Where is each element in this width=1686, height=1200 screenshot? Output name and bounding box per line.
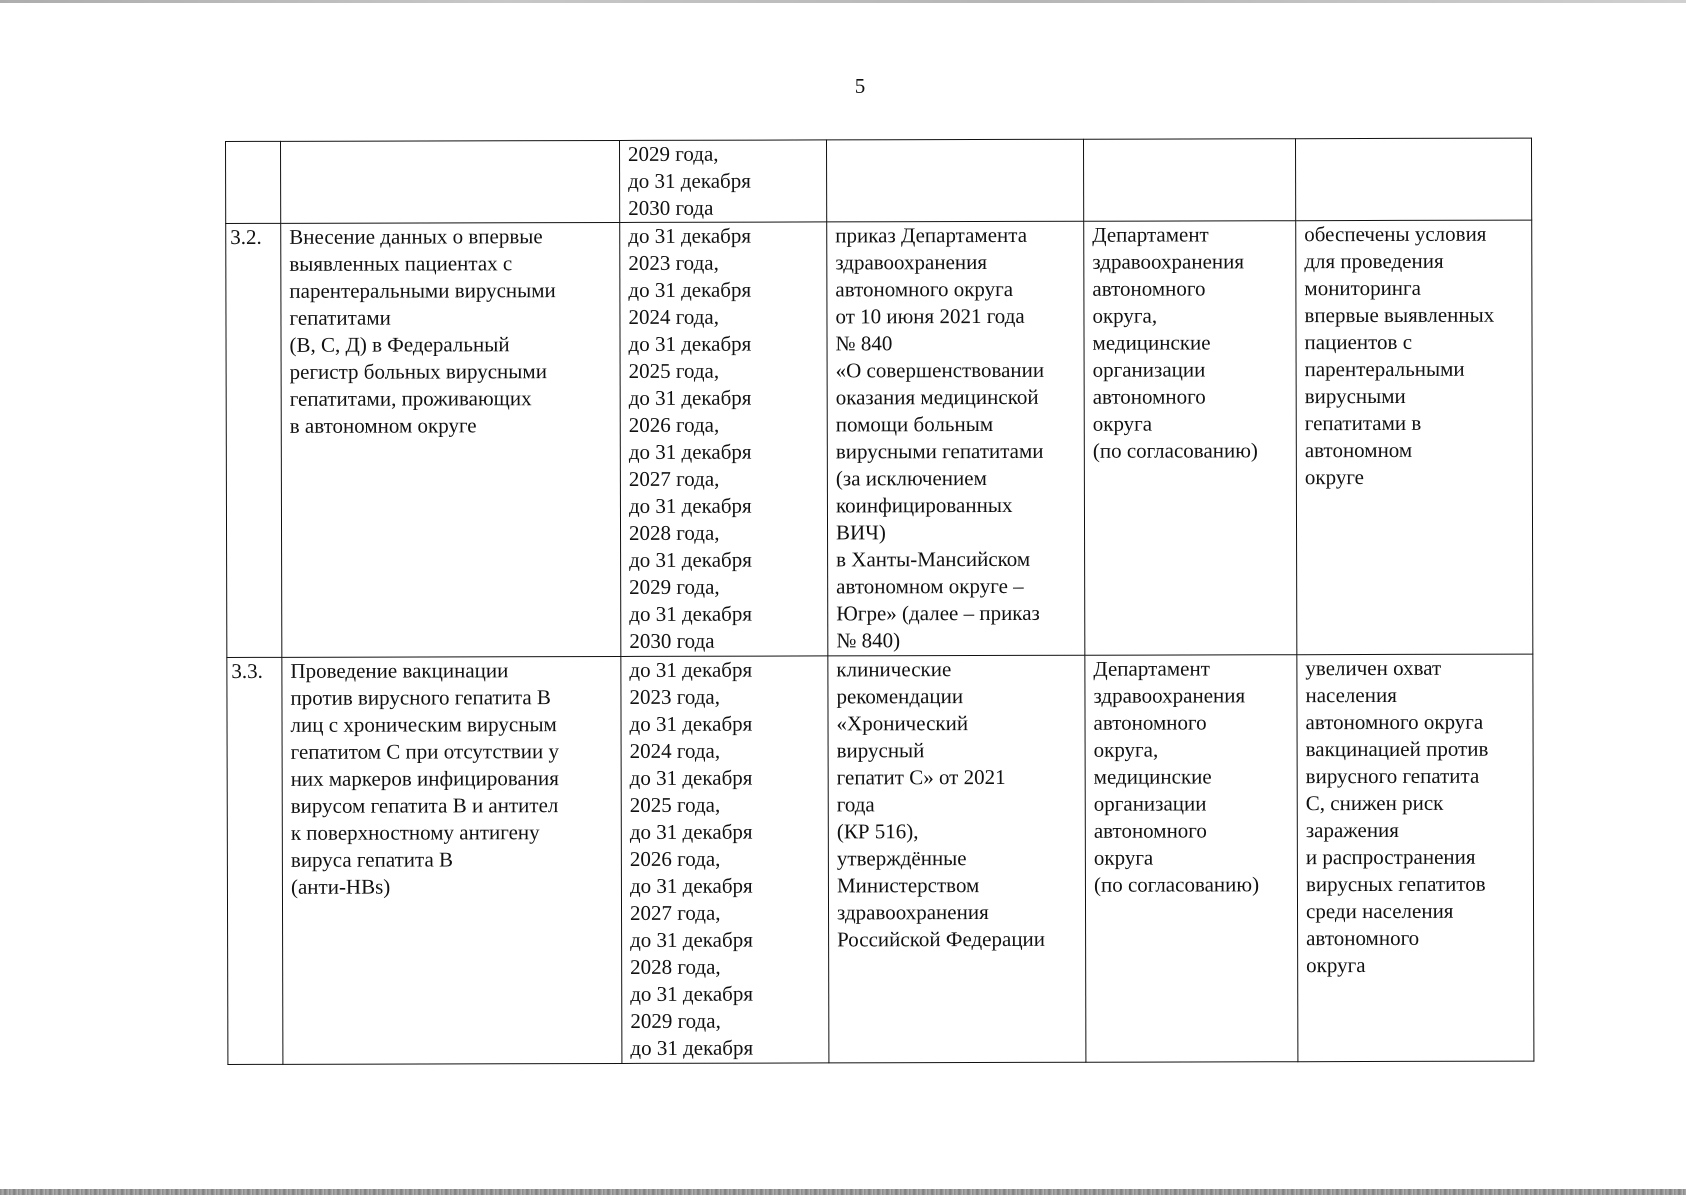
cell-line: автономного (1093, 818, 1207, 843)
cell-line: до 31 декабря (630, 981, 754, 1006)
cell-line: утверждённые (836, 846, 967, 871)
cell-line: «О совершенствовании (835, 357, 1045, 383)
cell-line: до 31 декабря (629, 547, 752, 572)
cell-line: округа (1093, 845, 1154, 870)
cell-number (226, 223, 282, 657)
cell-line: автономного (1306, 925, 1420, 951)
cell-activity (282, 656, 622, 1064)
cell-dates (620, 222, 828, 657)
cell-activity (281, 140, 620, 223)
cell-line: (КР 516), (836, 819, 919, 844)
cell-line: для проведения (1304, 248, 1444, 274)
table-row (227, 654, 1534, 1064)
cell-line: обеспечены условия (1304, 221, 1487, 247)
cell-line: коинфицированных (835, 492, 1013, 518)
cell-line: парентеральными вирусными (289, 278, 556, 303)
cell-line: медицинские (1092, 330, 1211, 355)
cell-line: в Ханты-Мансийском (836, 546, 1031, 572)
cell-line: увеличен охват (1305, 655, 1442, 681)
cell-line: против вирусного гепатита В (290, 685, 551, 710)
cell-line: 2029 года, (630, 1008, 721, 1033)
cell-line: (по согласованию) (1092, 438, 1258, 463)
cell-document (828, 655, 1086, 1063)
cell-line: автономного округа (835, 276, 1014, 302)
cell-dates (619, 140, 826, 223)
row-number: 3.2. (230, 224, 262, 249)
cell-line: автономного (1093, 710, 1207, 735)
cell-line: организации (1093, 791, 1207, 816)
cell-line: «Хронический (836, 711, 969, 736)
cell-line: до 31 декабря (629, 657, 753, 682)
cell-line: 2030 года (628, 195, 714, 220)
cell-line: до 31 декабря (630, 927, 753, 952)
cell-line: от 10 июня 2021 года (835, 303, 1025, 329)
cell-line: округа (1306, 953, 1366, 978)
cell-line: 2024 года, (628, 304, 719, 329)
cell-line: (анти-HBs) (290, 874, 391, 899)
cell-line: до 31 декабря (628, 439, 752, 464)
cell-line: мониторинга (1304, 275, 1421, 301)
cell-line: гепатитом С при отсутствии у (290, 739, 560, 764)
cell-line: автономном (1304, 437, 1413, 463)
cell-line: вируса гепатита В (290, 847, 454, 872)
cell-line: до 31 декабря (628, 331, 752, 356)
cell-line: вирусного гепатита (1305, 763, 1480, 789)
cell-line: до 31 декабря (628, 493, 752, 518)
table-row (226, 220, 1533, 657)
cell-line: 2023 года, (628, 250, 719, 275)
cell-line: года (836, 792, 875, 817)
cell-line: 2029 года, (628, 141, 719, 166)
cell-line: вакцинацией против (1305, 736, 1489, 762)
cell-line: лиц с хроническим вирусным (290, 712, 557, 737)
cell-line: до 31 декабря (628, 168, 751, 193)
cell-line: № 840) (836, 628, 901, 653)
cell-line: них маркеров инфицирования (290, 766, 559, 791)
cell-line: здравоохранения (835, 250, 988, 275)
cell-line: вирусных гепатитов (1305, 871, 1486, 897)
cell-line: вирусными гепатитами (835, 438, 1044, 464)
cell-line: Министерством (836, 873, 980, 898)
cell-line: пациентов с (1304, 329, 1413, 355)
cell-line: регистр больных вирусными (289, 359, 547, 384)
cell-line: 2026 года, (628, 412, 720, 437)
cell-executor (1083, 139, 1295, 222)
cell-line: до 31 декабря (630, 1035, 754, 1060)
cell-activity (281, 222, 621, 657)
cell-line: до 31 декабря (629, 711, 753, 736)
cell-line: выявленных пациентах с (289, 251, 513, 276)
cell-line: приказ Департамента (835, 222, 1028, 248)
cell-line: вирусными (1304, 383, 1406, 409)
cell-line: автономного округа (1305, 709, 1484, 735)
cell-line: ВИЧ) (835, 520, 886, 545)
cell-line: помощи больным (835, 411, 994, 437)
cell-line: здравоохранения (1093, 683, 1246, 708)
scan-edge-top (0, 0, 1686, 3)
cell-line: гепатитами в (1304, 410, 1422, 436)
cell-line: в автономном округе (289, 413, 477, 438)
cell-line: 2025 года, (629, 792, 721, 817)
cell-line: Департамент (1093, 656, 1210, 681)
cell-line: до 31 декабря (628, 277, 752, 302)
cell-line: организации (1092, 357, 1206, 382)
cell-line: (В, С, Д) в Федеральный (289, 332, 510, 357)
page-number: 5 (854, 74, 866, 98)
cell-line: округа, (1092, 303, 1158, 328)
cell-line: округа (1092, 411, 1153, 436)
cell-line: медицинские (1093, 764, 1212, 789)
cell-line: округе (1304, 465, 1365, 490)
cell-dates (621, 656, 829, 1064)
plan-table (225, 138, 1534, 1065)
cell-line: (за исключением (835, 466, 987, 491)
cell-line: вирусный (836, 738, 925, 763)
cell-line: 2026 года, (629, 846, 721, 871)
cell-line: Департамент (1092, 222, 1209, 247)
cell-line: округа, (1093, 737, 1159, 762)
cell-line: вирусом гепатита В и антител (290, 793, 559, 818)
row-number: 3.3. (231, 658, 263, 683)
cell-line: гепатит С» от 2021 (836, 764, 1006, 790)
cell-line: оказания медицинской (835, 384, 1039, 410)
cell-line: гепатитами, проживающих (289, 386, 532, 411)
cell-line: (по согласованию) (1093, 872, 1260, 897)
cell-result (1295, 138, 1531, 221)
cell-line: рекомендации (836, 684, 964, 709)
cell-line: Внесение данных о впервые (289, 224, 543, 249)
cell-line: клинические (836, 657, 952, 682)
cell-line: 2030 года (629, 628, 715, 653)
cell-line: и распространения (1305, 844, 1476, 870)
cell-line: гепатитами (289, 305, 391, 330)
cell-line: 2024 года, (629, 738, 721, 763)
cell-executor (1084, 221, 1297, 656)
cell-line: Российской Федерации (837, 926, 1046, 952)
cell-line: 2028 года, (628, 520, 720, 545)
cell-line: Проведение вакцинации (290, 658, 509, 683)
cell-line: здравоохранения (1092, 249, 1245, 274)
plan-table-body (226, 138, 1534, 1064)
cell-line: 2028 года, (630, 954, 721, 979)
cell-line: населения (1305, 682, 1397, 708)
cell-line: автономном округе – (836, 573, 1024, 599)
cell-line: к поверхностному антигену (290, 820, 540, 845)
cell-line: 2029 года, (629, 574, 720, 599)
cell-line: автономного (1092, 384, 1206, 409)
table-row (226, 138, 1532, 223)
cell-line: 2027 года, (628, 466, 720, 491)
cell-line: 2023 года, (629, 684, 720, 709)
cell-line: здравоохранения (836, 900, 989, 925)
cell-line: до 31 декабря (628, 385, 752, 410)
cell-document (826, 139, 1083, 222)
cell-document (827, 221, 1085, 656)
cell-line: до 31 декабря (629, 765, 753, 790)
cell-line: Югре» (далее – приказ (836, 600, 1040, 626)
cell-line: парентеральными (1304, 356, 1465, 382)
cell-line: до 31 декабря (628, 223, 752, 248)
cell-line: заражения (1305, 817, 1399, 843)
cell-executor (1085, 655, 1298, 1063)
cell-number (226, 141, 281, 223)
cell-line: С, снижен риск (1305, 790, 1444, 816)
cell-line: до 31 декабря (629, 873, 753, 898)
cell-number (227, 657, 283, 1064)
cell-line: до 31 декабря (629, 601, 753, 626)
cell-line: автономного (1092, 276, 1206, 301)
cell-line: до 31 декабря (629, 819, 753, 844)
cell-line: № 840 (835, 331, 893, 356)
cell-line: впервые выявленных (1304, 302, 1495, 328)
scan-edge-bottom (0, 1189, 1686, 1195)
cell-line: среди населения (1305, 898, 1454, 924)
cell-line: 2027 года, (629, 900, 721, 925)
cell-result (1297, 654, 1534, 1062)
cell-result (1296, 220, 1533, 655)
cell-line: 2025 года, (628, 358, 720, 383)
